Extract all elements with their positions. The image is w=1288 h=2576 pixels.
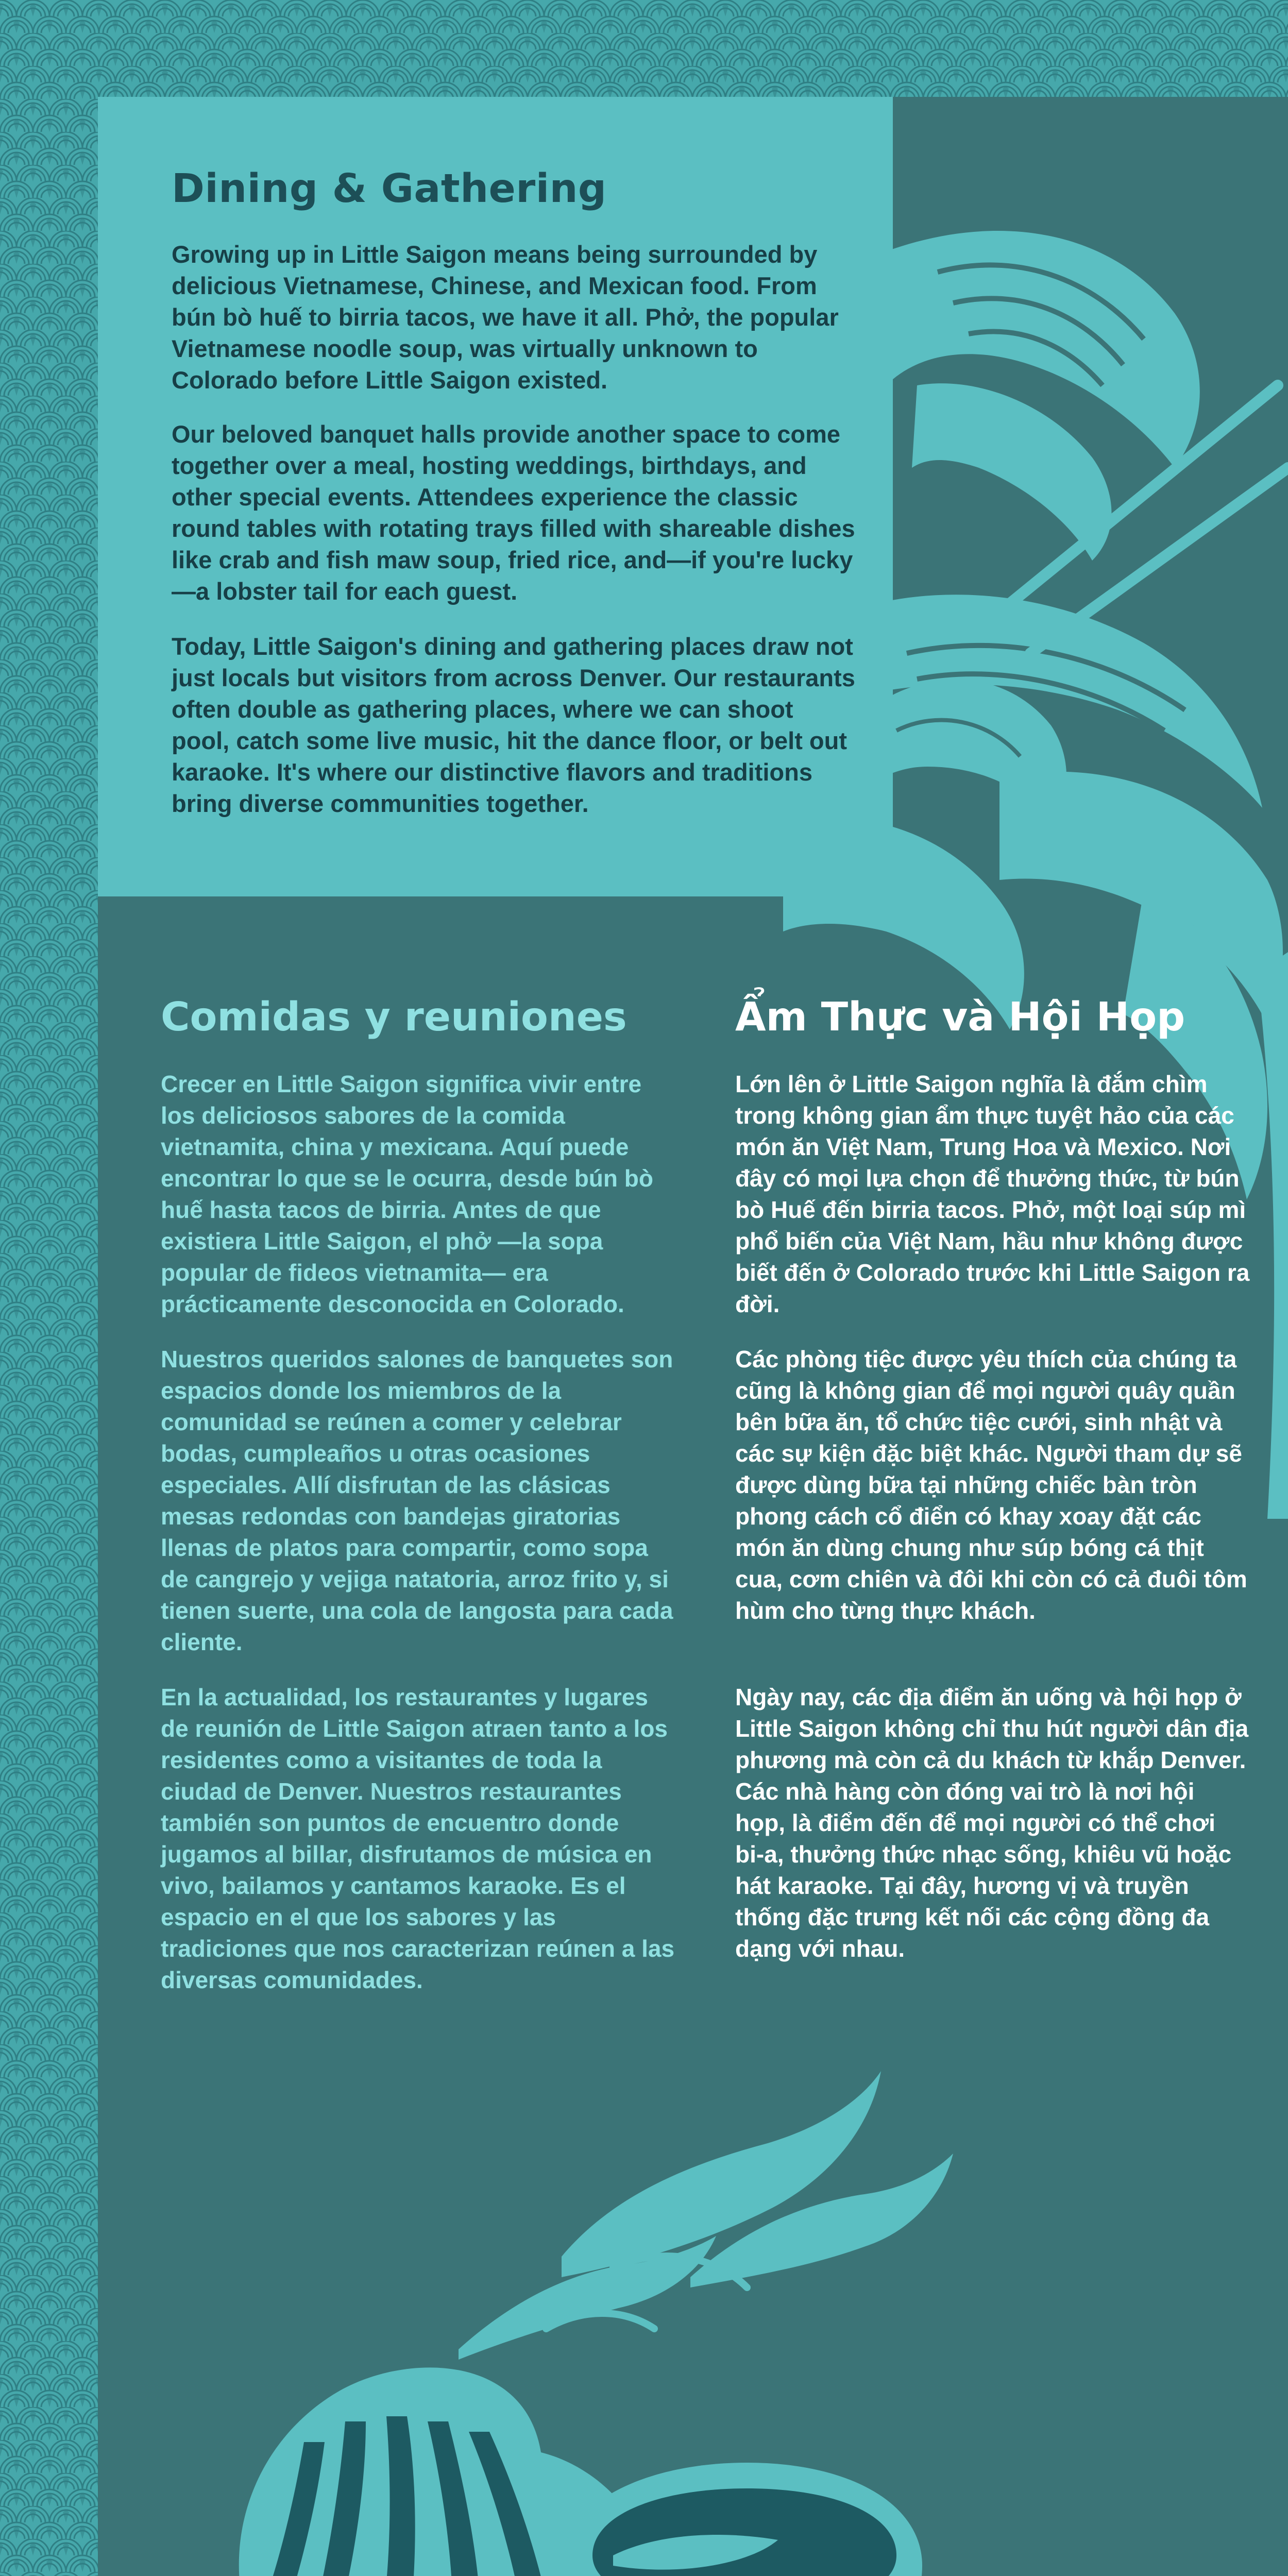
- scallop-pattern-left: [0, 0, 98, 2576]
- spanish-paragraph-1: Crecer en Little Saigon significa vivir entre los deliciosos sabores de la comida vietnamita, china y mexicana. Aquí puede encontrar lo que se le ocurra, desde bún bò huế hasta tacos de birria. Antes de que existiera Little Saigon, el phở —la sopa popular de fideos vietnamita— era prácticamente desconocida en Colorado.: [161, 1071, 653, 1317]
- food-illustration: [98, 2061, 1288, 2576]
- english-paragraph-1: Growing up in Little Saigon means being surrounded by delicious Vietnamese, Chinese, and Mexican food. From bún bò huế to birria tacos, we have it all. Phở, the popular Vietnamese noodle soup, was virtually unknown to Colorado before Little Saigon existed.: [172, 241, 839, 394]
- vietnamese-paragraph-3: Ngày nay, các địa điểm ăn uống và hội họp ở Little Saigon không chỉ thu hút người dân địa phương mà còn cả du khách từ khắp Denver. Các nhà hàng còn đóng vai trò là nơi hội họp, là điểm đến để mọi người có thể chơi bi-a, thưởng thức nhạc sống, khiêu vũ hoặc hát karaoke. Tại đây, hương vị và truyền thống đặc trưng kết nối các cộng đồng đa dạng với nhau.: [735, 1684, 1249, 1962]
- vietnamese-title: Ẩm Thực và Hội Họp: [735, 994, 1185, 1040]
- spanish-paragraph-3: En la actualidad, los restaurantes y lugares de reunión de Little Saigon atraen tanto a los residentes como a visitantes de toda la ciudad de Denver. Nuestros restaurantes también son puntos de encuentro donde jugamos al billar, disfrutamos de música en vivo, bailamos y cantamos karaoke. Es el espacio en el que los sabores y las tradiciones que nos caracterizan reúnen a las diversas comunidades.: [161, 1684, 675, 1993]
- english-title: Dining & Gathering: [172, 166, 607, 212]
- english-paragraph-3: Today, Little Saigon's dining and gathering places draw not just locals but visitors from across Denver. Our restaurants often double as gathering places, where we can shoot pool, catch some live music, hit the dance floor, or belt out karaoke. It's where our distinctive flavors and traditions bring diverse communities together.: [172, 633, 855, 817]
- spanish-paragraph-2: Nuestros queridos salones de banquetes son espacios donde los miembros de la comunidad se reúnen a comer y celebrar bodas, cumpleaños u otras ocasiones especiales. Allí disfrutan de las clásicas mesas redondas con bandejas giratorias llenas de platos para compartir, como sopa de cangrejo y vejiga natatoria, arroz frito y, si tienen suerte, una cola de langosta para cada cliente.: [161, 1346, 673, 1655]
- english-paragraph-2: Our beloved banquet halls provide another space to come together over a meal, hosting weddings, birthdays, and other special events. Attendees experience the classic round tables with rotating trays filled with shareable dishes like crab and fish maw soup, fried rice, and—if you're lucky—a lobster tail for each guest.: [172, 420, 855, 605]
- vietnamese-paragraph-2: Các phòng tiệc được yêu thích của chúng ta cũng là không gian để mọi người quây quần bên bữa ăn, tổ chức tiệc cưới, sinh nhật và các sự kiện đặc biệt khác. Người tham dự sẽ được dùng bữa tại những chiếc bàn tròn phong cách cổ điển có khay xoay đặt các món ăn dùng chung như súp bóng cá thịt cua, cơm chiên và đôi khi còn có cả đuôi tôm hùm cho từng thực khách.: [735, 1346, 1247, 1624]
- scallop-pattern-top: [0, 0, 1288, 97]
- spanish-title: Comidas y reuniones: [161, 994, 627, 1040]
- vietnamese-paragraph-1: Lớn lên ở Little Saigon nghĩa là đắm chìm trong không gian ẩm thực tuyệt hảo của các món ăn Việt Nam, Trung Hoa và Mexico. Nơi đây có mọi lựa chọn để thưởng thức, từ bún bò Huế đến birria tacos. Phở, một loại súp mì phổ biến của Việt Nam, hầu như không được biết đến ở Colorado trước khi Little Saigon ra đời.: [735, 1071, 1250, 1317]
